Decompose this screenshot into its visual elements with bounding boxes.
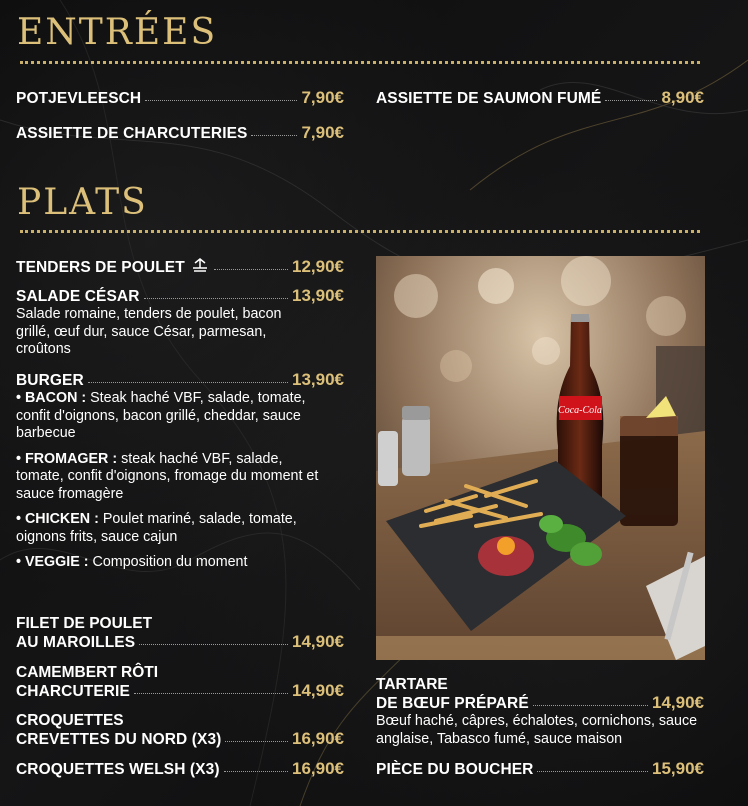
- dot-leader: [533, 705, 648, 706]
- item-price: 7,90€: [301, 88, 344, 107]
- menu-item-piece-boucher: [376, 759, 704, 779]
- spicy-pepper-icon: [190, 256, 210, 272]
- variant-text: Steak haché VBF, salade, tomate, confit d'oignons, bacon grillé, cheddar, sauce barbecue: [16, 390, 306, 441]
- item-price: 7,90€: [301, 123, 344, 142]
- menu-item-salade-cesar: [16, 286, 344, 359]
- item-name: SALADE CÉSAR: [16, 288, 140, 305]
- item-price: 14,90€: [292, 632, 344, 651]
- variant-text: Poulet mariné, salade, tomate, oignons frits, sauce cajun: [16, 511, 297, 545]
- item-price: 12,90€: [292, 257, 344, 276]
- menu-item-burger: [16, 370, 344, 572]
- dot-leader: [225, 741, 288, 742]
- dot-leader: [605, 100, 657, 101]
- menu-item-tartare: [376, 676, 704, 748]
- entrees-title: ENTRÉES: [17, 12, 218, 53]
- item-name-line2: DE BŒUF PRÉPARÉ: [376, 695, 529, 712]
- dot-leader: [139, 644, 288, 645]
- menu-item-croquettes-crevettes: [16, 712, 344, 749]
- dot-leader: [145, 100, 297, 101]
- item-name-line1: TARTARE: [376, 676, 448, 693]
- item-name: ASSIETTE DE SAUMON FUMÉ: [376, 90, 602, 107]
- item-name: BURGER: [16, 372, 84, 389]
- menu-item-tenders: [16, 256, 344, 277]
- plats-title: PLATS: [17, 182, 148, 223]
- plats-divider: [20, 230, 700, 233]
- menu-item-saumon: [376, 88, 704, 108]
- menu-item-charcuteries: [16, 123, 344, 143]
- burger-variant-chicken: [16, 511, 346, 546]
- item-price: 14,90€: [292, 681, 344, 700]
- item-price: 16,90€: [292, 759, 344, 778]
- item-name-line2: CREVETTES DU NORD (X3): [16, 731, 222, 748]
- item-name-line2: CHARCUTERIE: [16, 683, 130, 700]
- variant-label: • BACON :: [16, 390, 87, 406]
- item-name-line2: AU MAROILLES: [16, 634, 136, 651]
- dot-leader: [144, 298, 289, 299]
- item-price: 16,90€: [292, 729, 344, 748]
- item-name-line1: CAMEMBERT RÔTI: [16, 664, 159, 681]
- item-description: Bœuf haché, câpres, échalotes, cornichons, sauce anglaise, Tabasco fumé, sauce maison: [376, 713, 698, 747]
- menu-item-filet-poulet: [16, 615, 344, 652]
- item-name-line1: FILET DE POULET: [16, 615, 153, 632]
- variant-label: • FROMAGER :: [16, 450, 118, 467]
- item-description: Salade romaine, tenders de poulet, bacon grillé, œuf dur, sauce César, parmesan, croûtons: [16, 306, 282, 357]
- tartare-photo-illustration: [376, 256, 705, 660]
- menu-item-potjevleesch: [16, 88, 344, 108]
- entrees-divider: [20, 61, 700, 64]
- dot-leader: [224, 771, 288, 772]
- variant-label: • VEGGIE :: [16, 554, 89, 570]
- item-price: 13,90€: [292, 286, 344, 305]
- menu-item-camembert: [16, 664, 344, 701]
- dot-leader: [88, 382, 288, 383]
- burger-variant-fromager: [16, 451, 321, 504]
- dot-leader: [214, 269, 288, 270]
- variant-text: Composition du moment: [88, 554, 248, 570]
- item-name: PIÈCE DU BOUCHER: [376, 761, 534, 778]
- item-price: 8,90€: [661, 88, 704, 107]
- variant-text: steak haché VBF, salade, tomate, confit d'oignons, fromage du moment et sauce fromagère: [16, 450, 319, 502]
- item-name: POTJEVLEESCH: [16, 90, 142, 107]
- item-name: CROQUETTES WELSH (X3): [16, 761, 220, 778]
- item-price: 15,90€: [652, 759, 704, 778]
- menu-item-croquettes-welsh: [16, 759, 344, 779]
- item-name: TENDERS DE POULET: [16, 259, 185, 276]
- burger-variant-bacon: [16, 390, 316, 443]
- dot-leader: [134, 693, 288, 694]
- bottle-label: Coca-Cola: [558, 405, 602, 416]
- dot-leader: [537, 771, 648, 772]
- dish-photo: [376, 256, 705, 660]
- item-price: 13,90€: [292, 370, 344, 389]
- dot-leader: [251, 135, 297, 136]
- burger-variant-veggie: [16, 554, 346, 572]
- variant-label: • CHICKEN :: [16, 511, 99, 527]
- item-name: ASSIETTE DE CHARCUTERIES: [16, 125, 248, 142]
- item-price: 14,90€: [652, 693, 704, 712]
- item-name-line1: CROQUETTES: [16, 712, 124, 729]
